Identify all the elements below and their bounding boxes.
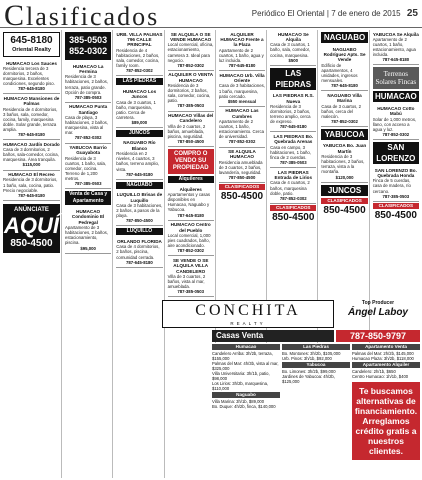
ad-heading: NAGUABO Río Blanco (123, 140, 156, 151)
ad-contact: 787-385-0503 (177, 289, 205, 295)
ad-body: Casa de 3 habitaciones, 2 baños, a pasos de la playa. (116, 203, 163, 219)
listing-column (352, 343, 420, 478)
classifieds-label: CLASIFICADOS (219, 184, 265, 190)
ad-heading: SE ALQUILA O SE VENDE HUMACAO (170, 31, 212, 42)
listing-ad (3, 59, 60, 94)
ad-contact: 787-645-8180 (126, 259, 153, 265)
listing-ad (65, 144, 111, 190)
section-tag: JUNCOS (116, 130, 162, 137)
listing-town-header: Humacao (212, 344, 280, 350)
listing-town-header: Apartamento Venta (352, 344, 420, 350)
listing-ad (116, 237, 162, 267)
ad-body: Apartamento de 2 cuartos, 1 baño, agua y luz incluida. (218, 47, 264, 63)
section-tag: HUMACAO (373, 91, 419, 102)
listing-ad (3, 140, 60, 170)
realty-subtitle: REALTY (230, 321, 266, 326)
ad-body: Residencia de 3 habitaciones, 2 baños, terraza, patio grande. Opción de compra. (65, 74, 109, 95)
list-item: Palmas del Mar: 2h/2b, $145,000 (352, 351, 414, 356)
realty-name: Oriental Realty (12, 47, 51, 53)
ad-body: Solar de 1,000 metros, llano, con acceso a agua y luz. (372, 116, 417, 132)
classifieds-label: CLASIFICADOS (321, 198, 367, 204)
ad-body: Finca de 5 cuerdas, casa de madera, río cercano. (372, 178, 411, 194)
ad-contact: 787-645-8180 (331, 83, 358, 89)
ad-heading: HUMACAO Punta Santiago (69, 104, 108, 115)
ad-contact: 787-645-8180 (382, 57, 410, 63)
section-tag: NAGUABO (321, 32, 367, 43)
ad-heading: URB. VILLA PALMAS 796 CALLE PRINCIPAL (116, 31, 163, 48)
land-section-header: Terrenos Solares Fincas (373, 67, 419, 89)
ad-body: Casa de 3 cuartos, 2 baños, cerca del malecón. (321, 103, 362, 119)
ad-body: Casa de 3 habitaciones, 1 baño, marquesina, patio cercado. (218, 83, 265, 99)
list-item: Centro Humacao: 1h/1b, $400 (352, 374, 409, 379)
phone-number: 385-0503 (69, 35, 108, 45)
listing-ad (65, 103, 111, 144)
ad-body: Residencia en 2 niveles, 4 cuartos, 3 baños, terreno amplio, vista. (116, 151, 160, 172)
section-tag: JUNCOS (321, 185, 367, 196)
list-item: Palmas del Mar: 4h/3b, vista al mar, $325,000 (212, 361, 279, 371)
listing-ad (116, 139, 162, 180)
conchita-realty-banner (162, 300, 334, 328)
publication-name: Periódico El Oriental (251, 9, 325, 18)
ad-heading: HUMACAO La Fermina (72, 63, 104, 74)
list-item: Villa Marina: 3h/1b, $89,000 (212, 399, 265, 404)
listing-ad (65, 207, 111, 253)
ad-body: Local comercial, oficina, estacionamiento, carretera 3. Ideal para negocio. (167, 42, 214, 63)
ad-heading: HUMACAO Se Alquila (277, 31, 309, 42)
listing-ad (168, 256, 214, 297)
logo-initial: C (4, 0, 27, 32)
ad-heading: LAS PIEDRAS Bo. Quebrada Arenas (273, 133, 314, 145)
realty-listings (212, 343, 420, 478)
section-tag: NAGUABO (116, 182, 162, 189)
listing-ad (219, 107, 265, 148)
column-4 (167, 30, 216, 478)
ad-heading: HUMACAO Centro del Pueblo (170, 222, 211, 233)
listing-ad (373, 166, 419, 202)
ad-heading: HUMACAO Mansiones de Palmas (3, 95, 60, 107)
top-producer-box (336, 300, 420, 328)
page-header (0, 0, 422, 32)
ad-body: Edificio de apartamentos, 4 unidades, ingresos mensuales. (321, 62, 358, 83)
listing-ad (270, 92, 316, 133)
ad-contact: 787-852-0302 (331, 118, 358, 124)
ad-heading: HUMACAO El Recreo (8, 172, 55, 178)
ad-contact: $500 (288, 57, 299, 63)
listing-ad (3, 94, 60, 140)
section-tag: Venta de Casa y Apartamento (65, 191, 111, 205)
ad-contact: 787-385-0503 (74, 94, 102, 100)
section-tag: LAS PIEDRAS (270, 68, 316, 90)
classifieds-phone: 850-4500 (374, 209, 417, 221)
ad-contact: $550 mensual (227, 98, 257, 104)
ad-body: Casa de 4 dormitorios, 2 baños, piscina, comunidad cerrada. (116, 244, 160, 260)
listing-ad (373, 104, 419, 140)
ad-body: Residencia de 3 dormitorios, 2 baños, terreno amplio, cerca de expreso. (270, 104, 311, 125)
list-item: Urb. Pinos: 3h/1b, $92,000 (282, 356, 332, 361)
column-3 (115, 30, 164, 478)
page-number: 25 (406, 8, 418, 19)
ad-body: Apartamento de 3 habitaciones, 2 baños, estacionamiento, piscina. (65, 225, 109, 246)
ad-body: Residencia de 3 habitaciones, 2 baños, terraza, vista a la montaña. (321, 154, 365, 175)
advertise-here-box (3, 204, 60, 253)
list-item: Jardines de Yabucoa: 4h/2b, $125,000 (282, 374, 335, 384)
listing-ad (168, 185, 214, 220)
ad-contact: 787-385-0503 (74, 181, 102, 187)
advertise-here: AQUÍ (4, 212, 59, 238)
ad-heading: LAS PIEDRAS R.S. Nueva (272, 93, 314, 104)
publication-date: 7 de enero de 2015 (331, 9, 401, 18)
listing-town-header: Apartamento Alquiler (352, 362, 420, 368)
top-producer-label: Top Producer (361, 300, 395, 306)
section-tag: LAS PIEDRAS (116, 78, 162, 85)
ad-heading: HUMACAO Urb. Villa Oriente (219, 72, 265, 83)
listing-town-header: Yabucoa (282, 362, 350, 368)
listing-ad (168, 221, 214, 257)
section-tag: Alquileres (168, 176, 214, 183)
ad-heading: YABUCOA Se Alquila (372, 31, 419, 37)
listing-ad (373, 30, 419, 65)
classifieds-phone: 850-4500 (220, 191, 264, 203)
ad-contact: 787-852-0302 (279, 195, 307, 201)
listing-ad (270, 30, 316, 66)
financing-banner: Te buscamos alternativas de financiamiento. Arreglamos crédito gratis a nuestros clientes. (352, 382, 420, 460)
realty-box (3, 32, 60, 57)
listing-ad (116, 191, 162, 227)
ad-body: Apartamentos y casas disponibles en Humacao, Naguabo y Yabucoa. (167, 192, 211, 213)
ad-body: Residencia de 3 dormitorios, 1 baño, sala, cocina, patio. Precio negociable. (3, 177, 58, 193)
ad-body: Casa en campo, 3 habitaciones, 1 baño, finca de 2 cuerdas. (270, 144, 311, 160)
ad-contact: 787-645-8180 (177, 212, 205, 218)
ad-contact: 787-385-0503 (279, 160, 307, 166)
section-tag: LUQUILLO (116, 228, 162, 235)
ad-heading: ORLANDO FLORIDA (116, 238, 162, 244)
listing-ad (65, 62, 111, 103)
listing-column (282, 343, 350, 478)
list-item: Bo. Montones: 3h/2b, $105,000 (282, 351, 341, 356)
ad-body: Local comercial, 1,000 pies cuadrados, baño, aire acondicionado. (167, 232, 211, 249)
ad-contact: 787-852-0302 (126, 68, 153, 74)
ad-body: Villa de 3 cuartos, 2 baños, vista al mar, amueblada. (167, 274, 206, 290)
listing-ad (219, 71, 265, 107)
realty-phone: 645-8180 (10, 35, 53, 46)
list-item: Bo. Limones: 3h/2b, $99,000 (282, 369, 336, 374)
phone-block (65, 32, 111, 60)
ad-contact: 787-645-8180 (18, 192, 45, 198)
listing-ad (219, 30, 265, 71)
ad-heading: ALQUILER HUMACAO Frente a la Plaza (220, 31, 264, 48)
realty-name: CONCHITA (195, 302, 301, 319)
ad-body: Residencia amueblada de 3 cuartos, 2 baños, lavandería, seguridad. (218, 159, 263, 176)
listing-town-header: Naguabo (212, 392, 280, 398)
ad-body: Casa de 3 cuartos, 1 baño, marquesina, patio. Cerca de carretera. (116, 99, 156, 120)
ad-contact: $120,000 (335, 174, 354, 180)
ad-body: Residencia tercera de 3 dormitorios, 2 baños, marquesina. Excelentes condiciones, segundo piso. (3, 65, 55, 87)
ad-heading: SAN LORENZO Bo. Quebrada Honda (374, 167, 417, 178)
realty-phone-banner: 787-850-9797 (336, 330, 420, 342)
listing-ad (168, 112, 214, 148)
ad-contact: $89,000 (131, 119, 148, 125)
classifieds-label: CLASIFICADOS (270, 205, 316, 211)
list-item: Bo. Duque: 4h/2b, finca, $140,000 (212, 404, 276, 409)
section-tag: YABUCOA (321, 129, 367, 140)
ad-heading: NAGUABO Villa Marina (327, 92, 362, 104)
ad-body: Residencia de 4 habitaciones, 2 baños, sala, comedor, cocina, family room. (116, 47, 160, 68)
ad-body: Casa de 3 cuartos, 1 baño, sala, comedor, cocina, marquesina. (270, 42, 311, 58)
ad-heading: HUMACAO Jardín Dorado (3, 141, 60, 147)
listing-ad (116, 87, 162, 128)
list-item: Los Lirios: 3h/2b, marquesina, $110,000 (212, 381, 269, 391)
ad-contact: 787-645-8180 (18, 132, 45, 138)
ad-heading: HUMACAO Condominio El Pedregal (71, 208, 105, 225)
ad-contact: 787-852-0302 (177, 62, 205, 68)
ad-heading: LUQUILLO Brisas de Luquillo (116, 192, 163, 203)
advertise-phone: 850-4500 (10, 237, 53, 249)
ad-contact: 787-850-4500 (228, 175, 256, 181)
ad-heading: Alquileres (179, 186, 202, 192)
ad-body: Casa de 3 dormitorios, 2 baños, sala-comedor, cocina, marquesina. Área tranquila. (3, 147, 59, 163)
ad-contact: 787-645-8180 (228, 63, 256, 68)
ad-body: Casa de 4 cuartos, 2 baños, marquesina doble, patio. (270, 180, 310, 196)
section-logo (4, 0, 159, 33)
classifieds-phone: 850-4500 (272, 211, 315, 223)
ad-contact: $95,000 (80, 245, 96, 251)
ad-contact: 787-852-0302 (382, 131, 410, 137)
ad-contact: 787-645-8180 (18, 86, 45, 92)
houses-for-sale-header: Casas Venta (212, 330, 334, 342)
listing-ad (116, 30, 162, 76)
ad-heading: HUMACAO Las Cumbres (225, 108, 259, 119)
ad-body: Residencia de 3 cuartos, 1 baño, sala, comedor, cocina. Terreno de 1,200 metros. (65, 155, 107, 182)
buy-sell-banner: COMPRO O VENDO SU PROPIEDAD (168, 149, 214, 174)
listing-column (212, 343, 280, 478)
listing-ad (321, 91, 367, 127)
listing-ad (219, 148, 265, 184)
ad-contact: 787-852-0302 (74, 135, 102, 141)
header-info: Periódico El Oriental | 7 de enero de 2015 25 (251, 8, 418, 19)
ad-heading: ALQUILER O VENTA HUMACAO (168, 72, 214, 83)
listing-ad (168, 71, 214, 112)
ad-contact: 787-645-8180 (126, 171, 153, 177)
listing-ad (270, 168, 316, 204)
list-item: Humacao Plaza: 3h/2b, $118,000 (352, 356, 414, 361)
listing-ad (3, 171, 60, 201)
ad-contact: 787-852-0302 (177, 248, 205, 254)
ad-contact: 787-850-4500 (126, 218, 153, 224)
list-item: Candelero Arriba: 3h/2b, terraza, $155,000 (212, 351, 273, 361)
classifieds-label: CLASIFICADOS (373, 203, 419, 209)
ad-body: Residencia de 3 dormitorios, 2 baños, sala, comedor, cocina, patio. (167, 83, 211, 104)
listing-ad (270, 132, 316, 168)
column-1 (2, 30, 62, 478)
ad-body: Villa de 2 cuartos, 2 baños, amueblada, piscina, seguridad. (167, 123, 206, 140)
ad-heading: SE VENDE O SE ALQUILA VILLA CANDELERO (172, 257, 209, 274)
ad-heading: YABUCOA Barrio Guayabota (69, 145, 107, 156)
listing-ad (321, 142, 367, 183)
ad-contact: 787-852-0302 (228, 139, 256, 145)
ad-contact: 787-385-0503 (177, 103, 205, 109)
ad-heading: HUMACAO Los Juncos (122, 88, 157, 100)
top-producer-name: Ángel Laboy (347, 307, 408, 318)
ad-heading: HUMACAO Los Sauces (6, 60, 57, 66)
ad-heading: HUMACAO Villas del Candelero (168, 113, 214, 124)
ad-heading: YABUCOA Bo. Juan Martín (322, 143, 367, 154)
ad-heading: HUMACAO Cotto Mabú (377, 105, 415, 117)
list-item: Villa Universitaria: 3h/1b, patio, $98,000 (212, 371, 270, 381)
ad-contact: 787-385-0503 (382, 193, 410, 199)
list-item: Candelero: 2h/1b, $650 (352, 369, 396, 374)
ad-heading: NAGUABO Rodríguez Apts. Se Vende (323, 46, 366, 63)
logo-rest: lasificados (26, 2, 160, 31)
listing-ad (321, 45, 367, 91)
ad-body: Residencia de 4 dormitorios, 3 baños, sala, comedor, cocina, family, marquesina doble. Solar grande, terraza amplia. (3, 106, 58, 133)
column-2 (64, 30, 113, 478)
ad-heading: SE ALQUILA HUMACAO (228, 149, 256, 160)
section-tag: SAN LORENZO (373, 142, 419, 164)
ad-contact: $115,000 (22, 162, 41, 168)
ad-body: Apartamento de 2 cuartos, 1 baño, estacionamiento, agua incluida. (372, 36, 416, 58)
listing-town-header: Las Piedras (282, 344, 350, 350)
classifieds-phone: 850-4500 (323, 204, 366, 216)
listing-ad (168, 30, 214, 71)
ad-body: Apartamento de 2 cuartos, 1 baño, estacionamiento. Cerca de universidad. (218, 119, 264, 140)
ad-body: Casa de playa, 3 habitaciones, 2 baños, marquesina, vista al mar. (65, 115, 109, 136)
ad-contact: 787-645-8180 (279, 124, 307, 130)
phone-number: 852-0302 (69, 46, 108, 56)
ad-heading: LAS PIEDRAS Entrada de Lirios (274, 169, 313, 181)
ad-contact: 787-850-4500 (177, 139, 205, 145)
advertise-label: ANÚNCIATE (14, 206, 49, 213)
